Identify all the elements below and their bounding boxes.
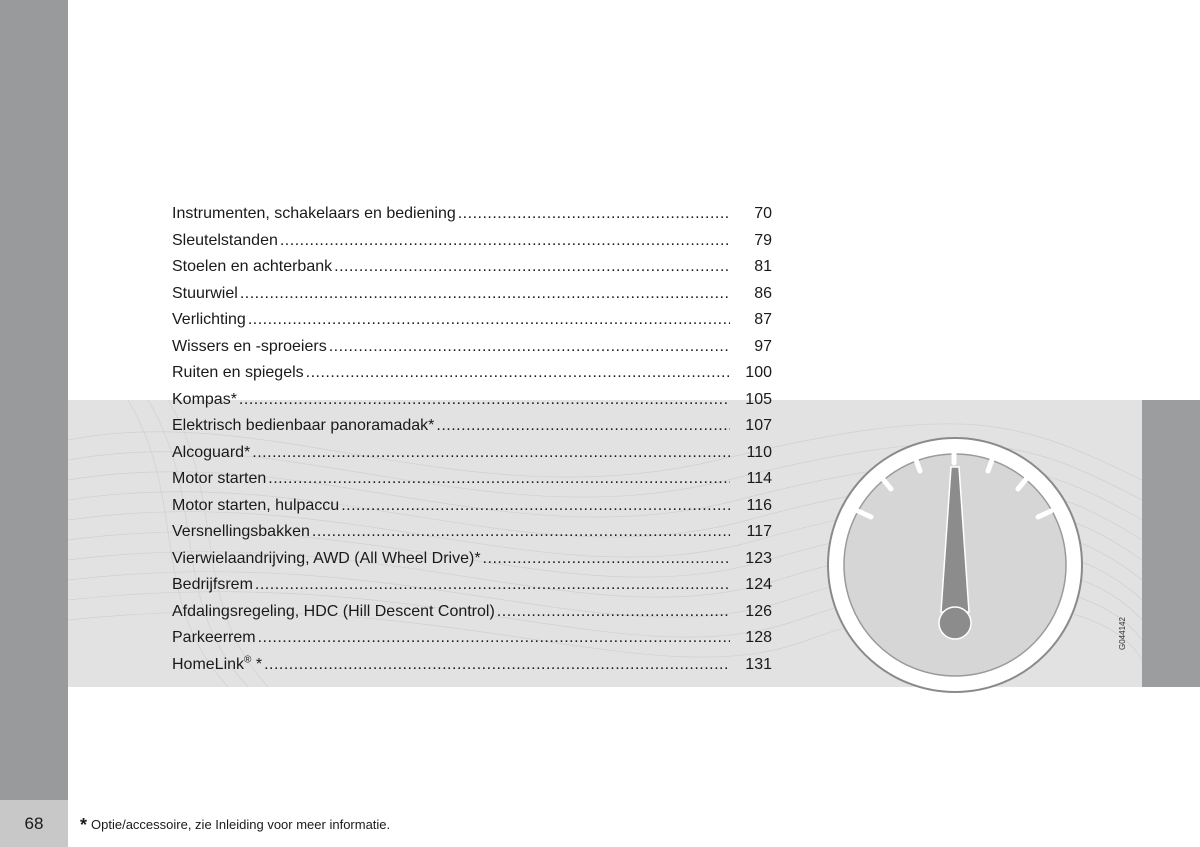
toc-entry-page: 131 (745, 655, 772, 673)
dot-leader (334, 254, 730, 281)
toc-entry-page: 86 (754, 284, 772, 302)
dot-leader (264, 652, 730, 679)
dot-leader (497, 599, 730, 626)
toc-entry[interactable] (172, 228, 772, 255)
toc-entry-title: Ruiten en spiegels (172, 364, 304, 381)
toc-entry[interactable] (172, 466, 772, 493)
toc-entry[interactable] (172, 387, 772, 414)
toc-entry-page: 126 (745, 602, 772, 620)
page-number: 68 (0, 800, 68, 847)
toc-entry-page: 114 (746, 470, 772, 487)
toc-entry[interactable] (172, 440, 772, 467)
toc-entry[interactable] (172, 546, 772, 573)
dot-leader (312, 519, 730, 546)
toc-entry-title-suffix: * (251, 655, 263, 673)
toc-entry-page: 116 (746, 496, 772, 514)
toc-entry-title: Afdalingsregeling, HDC (Hill Descent Control) (172, 602, 495, 620)
toc-entry[interactable] (172, 254, 772, 281)
image-code: G044142 (1118, 617, 1127, 650)
toc-entry-title-text: HomeLink (172, 655, 245, 673)
toc-entry-title (172, 652, 262, 679)
toc-entry-page: 128 (745, 629, 772, 646)
toc-entry-title: Kompas* (172, 390, 237, 408)
table-of-contents (172, 201, 772, 678)
toc-entry[interactable] (172, 572, 772, 599)
toc-entry-page: 97 (754, 337, 772, 355)
toc-entry-title: Stoelen en achterbank (172, 258, 333, 275)
toc-entry-page: 81 (754, 258, 772, 275)
toc-entry[interactable] (172, 413, 772, 440)
dot-leader (255, 572, 730, 599)
toc-entry[interactable] (172, 307, 772, 334)
toc-entry[interactable] (172, 201, 772, 228)
toc-entry-page: 107 (745, 417, 772, 434)
toc-entry-page: 117 (746, 523, 772, 540)
toc-entry-title: Elektrisch bedienbaar panoramadak* (172, 417, 435, 434)
dot-leader (268, 466, 730, 493)
toc-entry-page: 110 (746, 443, 772, 461)
toc-entry[interactable] (172, 599, 772, 626)
dot-leader (306, 360, 730, 387)
dot-leader (436, 413, 730, 440)
toc-entry[interactable] (172, 519, 772, 546)
footnote-star: * (80, 815, 88, 835)
toc-entry-title: Versnellingsbakken (172, 523, 310, 540)
toc-entry-page: 105 (745, 390, 772, 408)
speedometer-icon (827, 437, 1083, 693)
toc-entry-page: 70 (754, 205, 772, 222)
dot-leader (280, 228, 730, 255)
toc-entry-title: Alcoguard* (172, 443, 251, 461)
toc-entry-title: Instrumenten, schakelaars en bediening (172, 205, 456, 222)
toc-entry[interactable] (172, 652, 772, 679)
toc-entry-page: 100 (745, 364, 772, 381)
dot-leader (483, 546, 730, 573)
dot-leader (258, 625, 730, 652)
dot-leader (329, 334, 730, 361)
dot-leader (458, 201, 730, 228)
toc-entry-page: 123 (745, 549, 772, 567)
toc-entry-title: Motor starten, hulpaccu (172, 496, 340, 514)
footnote (80, 815, 390, 836)
toc-entry[interactable] (172, 625, 772, 652)
toc-entry-page: 124 (745, 576, 772, 593)
toc-entry-title: Stuurwiel (172, 284, 238, 302)
toc-entry-title: Parkeerrem (172, 629, 256, 646)
toc-entry[interactable] (172, 281, 772, 308)
dot-leader (252, 440, 730, 467)
toc-entry[interactable] (172, 334, 772, 361)
toc-entry[interactable] (172, 493, 772, 520)
toc-entry-page: 79 (754, 231, 772, 249)
footnote-text: Optie/accessoire, zie Inleiding voor meer informatie. (91, 817, 391, 832)
dot-leader (341, 493, 730, 520)
left-margin-bar (0, 0, 68, 847)
toc-entry[interactable] (172, 360, 772, 387)
toc-entry-page: 87 (754, 311, 772, 328)
toc-entry-title: Bedrijfsrem (172, 576, 253, 593)
toc-entry-title: Sleutelstanden (172, 231, 278, 249)
toc-entry-title: Verlichting (172, 311, 246, 328)
registered-mark: ® (244, 654, 252, 666)
dot-leader (248, 307, 730, 334)
dot-leader (240, 281, 730, 308)
toc-entry-title: Motor starten (172, 470, 267, 487)
toc-entry-title: Vierwielaandrijving, AWD (All Wheel Drive)* (172, 549, 481, 567)
gauge-hub (939, 607, 971, 639)
dot-leader (239, 387, 730, 414)
toc-entry-title: Wissers en -sproeiers (172, 337, 327, 355)
chapter-tab (1142, 400, 1200, 687)
